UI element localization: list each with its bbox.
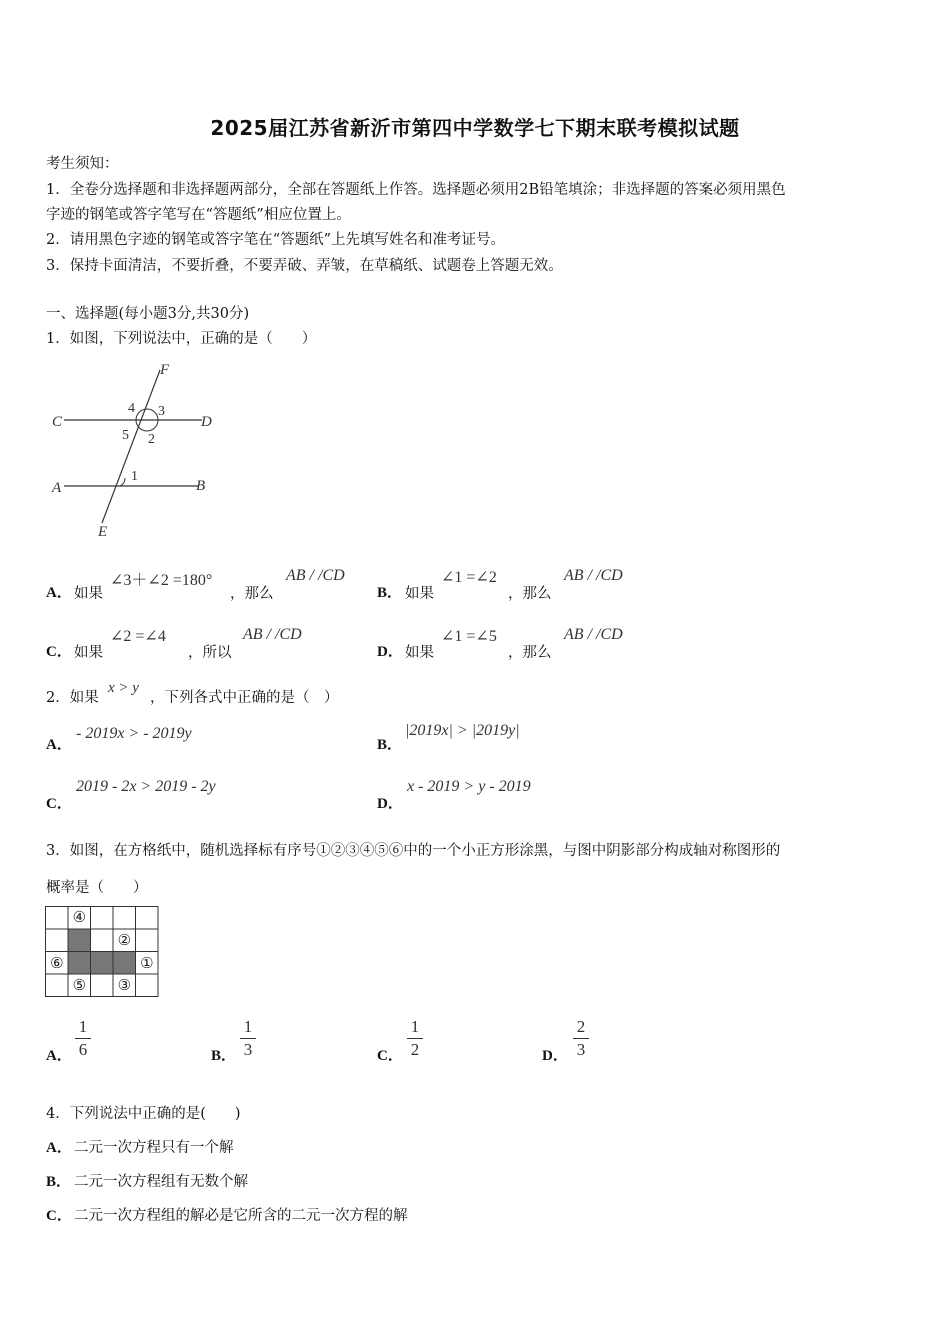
q1-option-a-pre: 如果 <box>74 586 103 602</box>
q3-option-b-fraction <box>240 1017 256 1060</box>
q3-stem-line1: 3．如图，在方格纸中，随机选择标有序号①②③④⑤⑥中的一个小正方形涂黑，与图中阴影部分构成轴对称图形的 <box>46 843 781 859</box>
q3-grid-figure <box>45 906 161 998</box>
label-D: D <box>201 414 212 430</box>
denominator: 3 <box>243 1040 253 1059</box>
q1-option-b-conclusion: AB / /CD <box>564 567 623 584</box>
q2-option-d-label: D． <box>377 796 403 812</box>
denominator: 6 <box>78 1040 88 1059</box>
q3-option-d-label: D． <box>542 1048 568 1064</box>
mark-3: ③ <box>117 978 132 994</box>
label-E: E <box>98 524 108 540</box>
q2-stem-post: ，下列各式中正确的是（ ） <box>150 690 339 706</box>
numerator: 1 <box>78 1017 88 1036</box>
mark-6: ⑥ <box>50 956 64 972</box>
q1-option-a-label: A． <box>46 585 72 601</box>
denominator: 3 <box>576 1040 586 1059</box>
q4-option-a-label: A． <box>46 1140 72 1156</box>
q3-option-a-label: A． <box>46 1048 72 1064</box>
q2-option-d-expr: x - 2019 > y - 2019 <box>407 778 531 795</box>
q2-option-b-label: B． <box>377 737 403 753</box>
numerator: 1 <box>243 1017 253 1036</box>
q1-option-d-mid: ，那么 <box>508 645 552 661</box>
q4-option-c-text: 二元一次方程组的解必是它所含的二元一次方程的解 <box>74 1208 408 1224</box>
angle-3: 3 <box>158 404 165 419</box>
mark-2: ② <box>117 933 132 949</box>
label-F: F <box>160 362 170 378</box>
section-heading: 一、选择题(每小题3分,共30分) <box>46 306 250 322</box>
q2-option-c-expr: 2019 - 2x > 2019 - 2y <box>76 778 216 795</box>
q4-option-b-label: B． <box>46 1174 72 1190</box>
q1-option-c-label: C． <box>46 644 72 660</box>
angle-5: 5 <box>122 428 129 443</box>
label-A: A <box>52 480 62 496</box>
q1-option-c-conclusion: AB / /CD <box>243 626 302 643</box>
notice-heading: 考生须知： <box>46 156 119 172</box>
q3-option-a-fraction <box>75 1017 91 1060</box>
q1-stem: 1．如图，下列说法中，正确的是（ ） <box>46 331 317 347</box>
q1-option-b-condition: ∠1 =∠2 <box>441 569 497 586</box>
mark-5: ⑤ <box>72 978 87 994</box>
shaded-cell <box>91 952 114 975</box>
q2-option-a-expr: - 2019x > - 2019y <box>76 725 192 742</box>
q2-stem-pre: 2．如果 <box>46 690 99 706</box>
q4-option-a-text: 二元一次方程只有一个解 <box>74 1140 234 1156</box>
q1-option-d-pre: 如果 <box>405 645 434 661</box>
q4-stem: 4．下列说法中正确的是( ) <box>46 1106 241 1122</box>
mark-1: ① <box>140 956 154 972</box>
angle-2: 2 <box>148 432 155 447</box>
q1-option-a-mid: ，那么 <box>230 586 274 602</box>
q1-option-d-condition: ∠1 =∠5 <box>441 628 497 645</box>
q2-stem-math: x > y <box>108 680 139 696</box>
q3-stem-line2: 概率是（ ） <box>46 880 148 896</box>
q2-option-a-label: A． <box>46 737 72 753</box>
q1-option-d-label: D． <box>377 644 403 660</box>
notice-line-1b: 字迹的钢笔或答字笔写在“答题纸”相应位置上。 <box>46 207 351 223</box>
q2-option-c-label: C． <box>46 796 72 812</box>
label-C: C <box>52 414 63 430</box>
mark-4: ④ <box>72 910 87 926</box>
shaded-cell <box>68 952 91 975</box>
denominator: 2 <box>410 1040 420 1059</box>
q3-option-c-fraction <box>407 1017 423 1060</box>
q1-option-a-condition: ∠3＋∠2 =180° <box>110 572 213 589</box>
q3-option-c-label: C． <box>377 1048 403 1064</box>
q1-option-b-label: B． <box>377 585 403 601</box>
q1-option-d-conclusion: AB / /CD <box>564 626 623 643</box>
q2-option-b-expr: |2019x| > |2019y| <box>405 722 520 739</box>
notice-line-3: 3．保持卡面清洁，不要折叠，不要弄破、弄皱，在草稿纸、试题卷上答题无效。 <box>46 258 563 274</box>
q1-option-a-conclusion: AB / /CD <box>286 567 345 584</box>
q3-option-d-fraction <box>573 1017 589 1060</box>
notice-line-1: 1．全卷分选择题和非选择题两部分，全部在答题纸上作答。选择题必须用2B铅笔填涂；非选择题的答案必须用黑色 <box>46 182 786 198</box>
q1-option-b-mid: ，那么 <box>508 586 552 602</box>
q3-option-b-label: B． <box>211 1048 237 1064</box>
q4-option-c-label: C． <box>46 1208 72 1224</box>
numerator: 1 <box>410 1017 420 1036</box>
q1-option-b-pre: 如果 <box>405 586 434 602</box>
notice-line-2: 2．请用黑色字迹的钢笔或答字笔在“答题纸”上先填写姓名和准考证号。 <box>46 232 506 248</box>
q1-option-c-mid: ，所以 <box>188 645 232 661</box>
q4-option-b-text: 二元一次方程组有无数个解 <box>74 1174 248 1190</box>
shaded-cell <box>113 952 136 975</box>
q1-option-c-condition: ∠2 =∠4 <box>110 628 166 645</box>
angle-4: 4 <box>128 401 135 416</box>
q1-figure <box>44 358 224 543</box>
angle-1: 1 <box>131 469 138 484</box>
q1-option-c-pre: 如果 <box>74 645 103 661</box>
numerator: 2 <box>576 1017 586 1036</box>
page-title: 2025届江苏省新沂市第四中学数学七下期末联考模拟试题 <box>210 116 740 140</box>
label-B: B <box>196 478 206 494</box>
shaded-cell <box>68 929 91 952</box>
